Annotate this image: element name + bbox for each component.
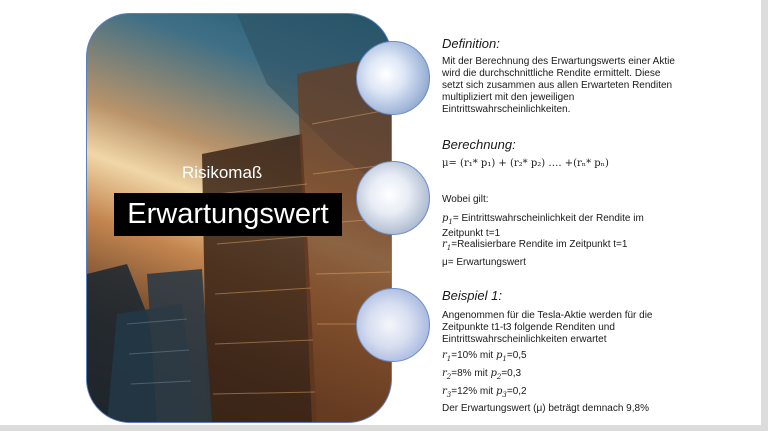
example-p2-value: =0,3 (501, 368, 522, 379)
r3-symbol: $r_3$ (442, 386, 452, 399)
example-r3-value: =12% mit (451, 386, 496, 397)
probability-definition (442, 213, 662, 240)
window-edge-bottom (0, 425, 768, 431)
definition-text: Mit der Berechnung des Erwartungswerts einer Aktie wird die durchschnittliche Rendite ermittelt. Diese setzt sich zusammen aus allen Erwarteten Renditen multipliziert mit den jeweiligen Eintrittswahrscheinlichkeiten. (442, 56, 675, 115)
slide-title: Erwartungswert (127, 198, 329, 230)
window-edge-right (761, 0, 768, 431)
calculation-heading: Berechnung: (442, 137, 516, 152)
p2-symbol: $p_2$ (490, 368, 502, 381)
example-line-3 (442, 386, 527, 401)
p1-symbol: $p_1$ (442, 213, 453, 226)
r2-symbol: $r_2$ (442, 368, 452, 381)
r1-symbol: $r_1$ (442, 350, 452, 363)
wobei-label: Wobei gilt: (442, 194, 489, 205)
example-result: Der Erwartungswert (μ) beträgt demnach 9,8% (442, 403, 649, 414)
example-p1-value: =0,5 (506, 350, 527, 361)
example-heading: Beispiel 1: (442, 288, 502, 303)
decorative-bubble-image (356, 161, 430, 235)
example-line-1 (442, 350, 527, 365)
p3-symbol: $p_3$ (496, 386, 507, 399)
slide-subtitle: Risikomaß (182, 163, 263, 182)
example-text: Angenommen für die Tesla-Aktie werden für die Zeitpunkte t1-t3 folgende Renditen und Eintrittswahrscheinlichkeiten erwartet (442, 310, 653, 345)
r1-symbol: $r_1$ (442, 239, 452, 252)
p1-symbol: $p_1$ (496, 350, 507, 363)
example-r1-value: =10% mit (451, 350, 496, 361)
return-definition-text: =Realisierbare Rendite im Zeitpunkt t=1 (451, 239, 628, 250)
definition-heading: Definition: (442, 36, 500, 51)
return-definition (442, 239, 627, 254)
decorative-bubble-image (356, 41, 430, 115)
mu-definition: μ= Erwartungswert (442, 257, 526, 268)
expected-value-formula: μ= (r₁* p₁) + (r₂* p₂) …. +(rₙ* pₙ) (442, 158, 609, 169)
example-r2-value: =8% mit (451, 368, 491, 379)
probability-definition-text: = Eintrittswahrscheinlichkeit der Rendite im Zeitpunkt t=1 (442, 213, 644, 239)
decorative-bubble-image (356, 288, 430, 362)
example-p3-value: =0,2 (506, 386, 527, 397)
example-line-2 (442, 368, 521, 383)
